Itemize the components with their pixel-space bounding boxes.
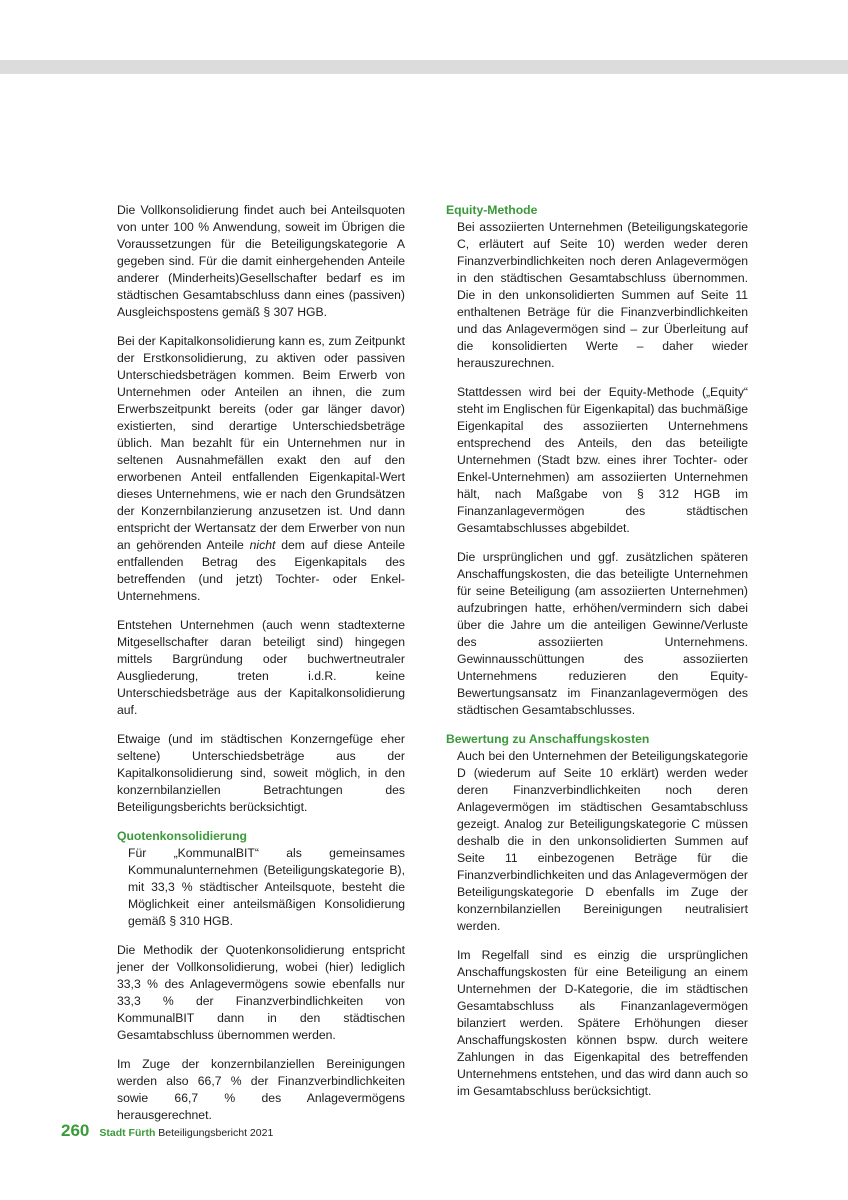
page-footer bbox=[61, 1121, 273, 1141]
header-band bbox=[0, 60, 848, 74]
paragraph: Bei assoziierten Unternehmen (Beteiligungskategorie C, erläutert auf Seite 10) werden weder deren Finanzverbindlichkeiten noch deren Anlagevermögen in den städtischen Gesamtabschluss übernommen. Die in den unkonsolidierten Summen auf Seite 11 enthaltenen Beträge für die Finanzverbindlichkeiten und das Anlagevermögen sind – zur Überleitung auf die konsolidierten Werte – daher wieder herauszurechnen. bbox=[457, 220, 748, 370]
section-heading-quotenkonsolidierung: Quotenkonsolidierung bbox=[117, 829, 247, 843]
paragraph: Die Vollkonsolidierung findet auch bei Anteilsquoten von unter 100 % Anwendung, soweit im Übrigen die Voraussetzungen für die Beteiligungskategorie A gegeben sind. Für die damit einhergehenden Anteile anderer (Minderheits)Gesellschafter bedarf es im städtischen Gesamtabschluss dann eines (passiven) Ausgleichspostens gemäß § 307 HGB. bbox=[117, 203, 405, 319]
paragraph: Die Methodik der Quotenkonsolidierung entspricht jener der Vollkonsolidierung, wobei (hier) lediglich 33,3 % des Anlagevermögens sowie ebenfalls nur 33,3 % der Finanzverbindlichkeiten von KommunalBIT dann in den städtischen Gesamtabschluss übernommen werden. bbox=[117, 943, 405, 1042]
section-heading-bewertung: Bewertung zu Anschaffungskosten bbox=[446, 732, 650, 746]
paragraph: Etwaige (und im städtischen Konzerngefüge eher seltene) Unterschiedsbeträge aus der Kapitalkonsolidierung sind, soweit möglich, in den konzernbilanziellen Betrachtungen des Beteiligungsberichts berücksichtigt. bbox=[117, 732, 405, 814]
paragraph: Die ursprünglichen und ggf. zusätzlichen späteren Anschaffungskosten, die das beteiligte Unternehmen für seine Beteiligung (am assoziierten Unternehmen) aufzubringen hatte, erhöhen/vermindern sich dabei über die Jahre um die anteiligen Gewinne/Verluste des assoziierten Unternehmens. Gewinnausschüttungen des assoziierten Unternehmens reduzieren den Equity-Bewertungsansatz im Finanzanlagevermögen des städtischen Gesamtabschlusses. bbox=[457, 550, 748, 717]
page-number: 260 bbox=[61, 1121, 90, 1140]
footer-brand: Stadt Fürth bbox=[99, 1127, 156, 1139]
left-column bbox=[117, 202, 405, 1136]
paragraph: Auch bei den Unternehmen der Beteiligungskategorie D (wiederum auf Seite 10 erklärt) werden weder deren Finanzverbindlichkeiten noch deren Anlagevermögen im städtischen Gesamtabschluss gezeigt. Analog zur Beteiligungskategorie C müssen deshalb die in den unkonsolidierten Summen auf Seite 11 einbezogenen Beträge für die Finanzverbindlichkeiten und das Anlagevermögen der Beteiligungskategorie D ebenfalls im Zuge der konzernbilanziellen Bereinigungen neutralisiert werden. bbox=[457, 749, 748, 933]
paragraph: Bei der Kapitalkonsolidierung kann es, zum Zeitpunkt der Erstkonsolidierung, zu aktiven oder passiven Unterschiedsbeträgen kommen. Beim Erwerb von Unternehmen oder Anteilen an ihnen, die zum Erwerbszeitpunkt bereits (oder gar länger davor) existierten, sind derartige Unterschiedsbeträge üblich. Man bezahlt für ein Unternehmen nur in seltenen Ausnahmefällen exakt den auf den erworbenen Anteil entfallenden Eigenkapital-Wert dieses Unternehmens, wie er nach den Grundsätzen der Konzernbilanzierung anzusetzen ist. Und dann entspricht der Wertansatz der dem Erwerber von nun an gehörenden Anteile nicht dem auf diese Anteile entfallenden Betrag des Eigenkapitals des betreffenden (und jetzt) Tochter- oder Enkel-Unternehmens. bbox=[117, 334, 405, 603]
paragraph: Entstehen Unternehmen (auch wenn stadtexterne Mitgesellschafter daran beteiligt sind) hingegen mittels Bargründung oder buchwertneutraler Ausgliederung, treten i.d.R. keine Unterschiedsbeträge aus der Kapitalkonsolidierung auf. bbox=[117, 618, 405, 717]
paragraph: Im Regelfall sind es einzig die ursprünglichen Anschaffungskosten für eine Beteiligung an einem Unternehmen der D-Kategorie, die im städtischen Gesamtabschluss als Finanzanlagevermögen bilanziert werden. Spätere Erhöhungen dieser Anschaffungskosten können bspw. durch weitere Zahlungen in das Eigenkapital des betreffenden Unternehmens entstehen, und das wird dann auch so im Gesamtabschluss berücksichtigt. bbox=[457, 948, 748, 1098]
section-heading-equity-methode: Equity-Methode bbox=[446, 203, 538, 217]
right-column bbox=[446, 202, 748, 1112]
paragraph: Für „KommunalBIT“ als gemeinsames Kommunalunternehmen (Beteiligungskategorie B), mit 33,3 % städtischer Anteilsquote, besteht die Möglichkeit einer anteilsmäßigen Konsolidierung gemäß § 310 HGB. bbox=[128, 846, 405, 928]
paragraph: Im Zuge der konzernbilanziellen Bereinigungen werden also 66,7 % der Finanzverbindlichkeiten sowie 66,7 % des Anlagevermögens herausgerechnet. bbox=[117, 1057, 405, 1122]
footer-title: Stadt Fürth Beteiligungsbericht 2021 bbox=[99, 1127, 274, 1139]
paragraph: Stattdessen wird bei der Equity-Methode („Equity“ steht im Englischen für Eigenkapital) das buchmäßige Eigenkapital des assoziierten Unternehmens entsprechend des Anteils, den das beteiligte Unternehmen (Stadt bzw. eines ihrer Tochter- oder Enkel-Unternehmen) am assoziierten Unternehmen hält, nach Maßgabe von § 312 HGB im Finanzanlagevermögen des städtischen Gesamtabschlusses abgebildet. bbox=[457, 385, 748, 535]
